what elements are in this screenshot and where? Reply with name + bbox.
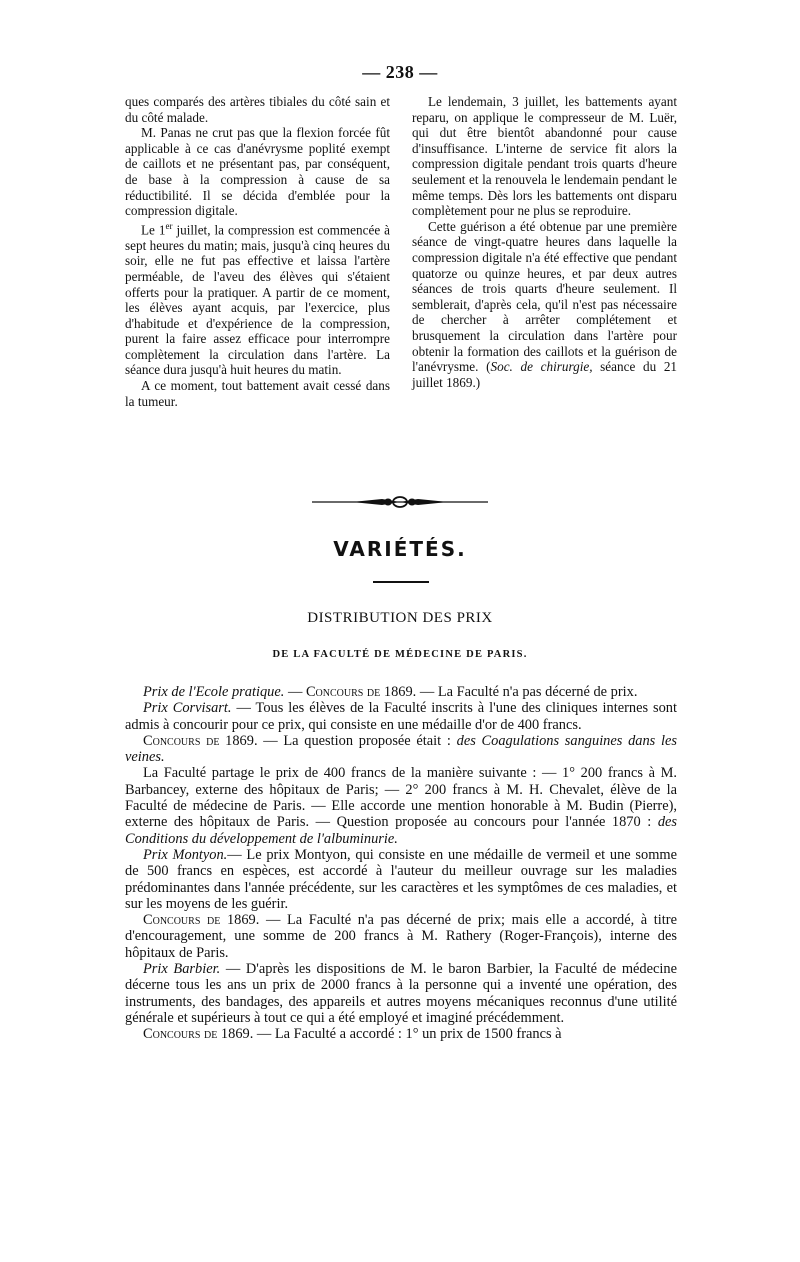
- paragraph: [125, 765, 677, 846]
- title-rule: [373, 581, 429, 583]
- paragraph: Le lendemain, 3 juillet, les battements ayant reparu, on applique le compresseur de M. Luër, qui dut être bientôt abandonné pour cause d'insuffisance. L'interne de service fit alors la compression digitale pendant trois quarts d'heure seulement et la renouvela le lendemain pendant le même temps. Dès lors les battements ont disparu complètement pour ne plus se reproduire.: [412, 94, 677, 219]
- concours-label: Concours de: [305, 684, 381, 700]
- concours-label: Concours de: [143, 732, 220, 749]
- topic: des Conditions du développement de l'albuminurie.: [125, 814, 677, 847]
- left-column: [125, 94, 390, 409]
- prize-name: Prix Barbier.: [143, 961, 221, 978]
- text-run: — D'après les dispositions de M. le baron Barbier, la Faculté de médecine décerne tous les ans un prix de 2000 francs à la personne qui a inventé une opération, des instruments, des bandages, des appareils et autres moyens mécaniques reconnus d'une utilité générale et supérieurs à tout ce qui a été employé et imaginé précédemment.: [125, 961, 677, 1026]
- text-run: — Tous les élèves de la Faculté inscrits à l'une des cliniques internes sont admis à concourir pour ce prix, qui consiste en une médaille d'or de 400 francs.: [125, 700, 677, 733]
- paragraph: [125, 847, 677, 912]
- ornamental-divider: [312, 494, 488, 510]
- paragraph: A ce moment, tout battement avait cessé dans la tumeur.: [125, 378, 390, 409]
- prize-name: Prix de l'Ecole pratique.: [143, 684, 285, 700]
- paragraph: ques comparés des artères tibiales du côté sain et du côté malade.: [125, 94, 390, 125]
- text-run: 1869. — La Faculté n'a pas décerné de prix.: [380, 684, 638, 700]
- paragraph: [125, 733, 677, 766]
- paragraph: [125, 912, 677, 961]
- citation: Soc. de chirurgie,: [490, 359, 593, 375]
- paragraph: [125, 700, 677, 733]
- concours-label: Concours de: [143, 1026, 218, 1043]
- prize-list: [125, 684, 677, 1043]
- concours-label: Concours de: [143, 912, 221, 929]
- paragraph: [125, 961, 677, 1026]
- two-column-section: [125, 94, 677, 409]
- right-column: [412, 94, 677, 409]
- text-run: La Faculté partage le prix de 400 francs de la manière suivante : — 1° 200 francs à M. Barbancey, externe des hôpitaux de Paris; — 2° 200 francs à M. H. Chevalet, élève de la Faculté de médecine de Paris. — Elle accorde une mention honorable à M. Budin (Pierre), externe des hôpitaux de Paris. — Question proposée au concours pour l'année 1870 :: [125, 765, 677, 831]
- paragraph: [125, 684, 677, 700]
- distribution-title: DISTRIBUTION DES PRIX: [307, 610, 493, 626]
- text-run: 1869. — La Faculté n'a pas décerné de prix; mais elle a accordé, à titre d'encouragement, une somme de 200 francs à M. Rathery (Roger-François), interne des hôpitaux de Paris.: [125, 912, 677, 961]
- prize-name: Prix Montyon.: [143, 846, 228, 863]
- text-run: séance du 21 juillet 1869.): [412, 359, 678, 390]
- superscript: er: [165, 220, 173, 231]
- distribution-subtitle: DE LA FACULTÉ DE MÉDECINE DE PARIS.: [272, 649, 528, 660]
- paragraph: [125, 1026, 677, 1042]
- text-run: 1869. — La question proposée était :: [219, 732, 457, 749]
- paragraph: M. Panas ne crut pas que la flexion forcée fût applicable à ce cas d'anévrysme poplité exempt de caillots et ne présentant pas, par conséquent, de base à la compression à cause de sa réductibilité. Il se décida d'emblée pour la compression digitale.: [125, 125, 390, 219]
- topic: des Coagulations sanguines dans les veines.: [125, 732, 677, 766]
- section-title: VARIÉTÉS.: [333, 537, 467, 561]
- text-run: —: [284, 684, 306, 700]
- text-run: Le 1: [141, 222, 166, 238]
- text-run: 1869. — La Faculté a accordé : 1° un prix de 1500 francs à: [217, 1026, 562, 1043]
- prize-name: Prix Corvisart.: [143, 700, 232, 717]
- page-number: — 238 —: [362, 62, 438, 82]
- paragraph: [125, 219, 390, 378]
- paragraph: [412, 219, 677, 391]
- text-run: — Le prix Montyon, qui consiste en une médaille de vermeil et une somme de 500 francs en espèces, est accordé à l'auteur du meilleur ouvrage sur les maladies prédominantes dans l'année précédente, sur les caractères et les symptômes de ces maladies, et sur les moyens de les guérir.: [125, 846, 677, 912]
- text-run: juillet, la compression est commencée à sept heures du matin; mais, jusqu'à cinq heures du soir, elle ne fut pas effective et laissa l'artère perméable, de l'aveu des élèves qui s'étaient offerts pour la pratiquer. A partir de ce moment, les élèves ayant acquis, par l'exercice, plus d'habitude et d'expérience de la compression, purent la faire assez efficace pour interrompre complètement la circulation dans l'artère. La séance dura jusqu'à huit heures du matin.: [125, 222, 390, 378]
- text-run: Cette guérison a été obtenue par une première séance de vingt-quatre heures dans laquelle la compression digitale n'a été effective que pendant quatorze ou quinze heures, et par deux autres séances de trois quarts d'heure seulement. Il semblerait, d'après cela, qu'il n'est pas nécessaire de chercher à arrêter complétement et brusquement la circulation dans l'artère pour obtenir la formation des caillots et la guérison de l'anévrysme. (: [412, 218, 677, 375]
